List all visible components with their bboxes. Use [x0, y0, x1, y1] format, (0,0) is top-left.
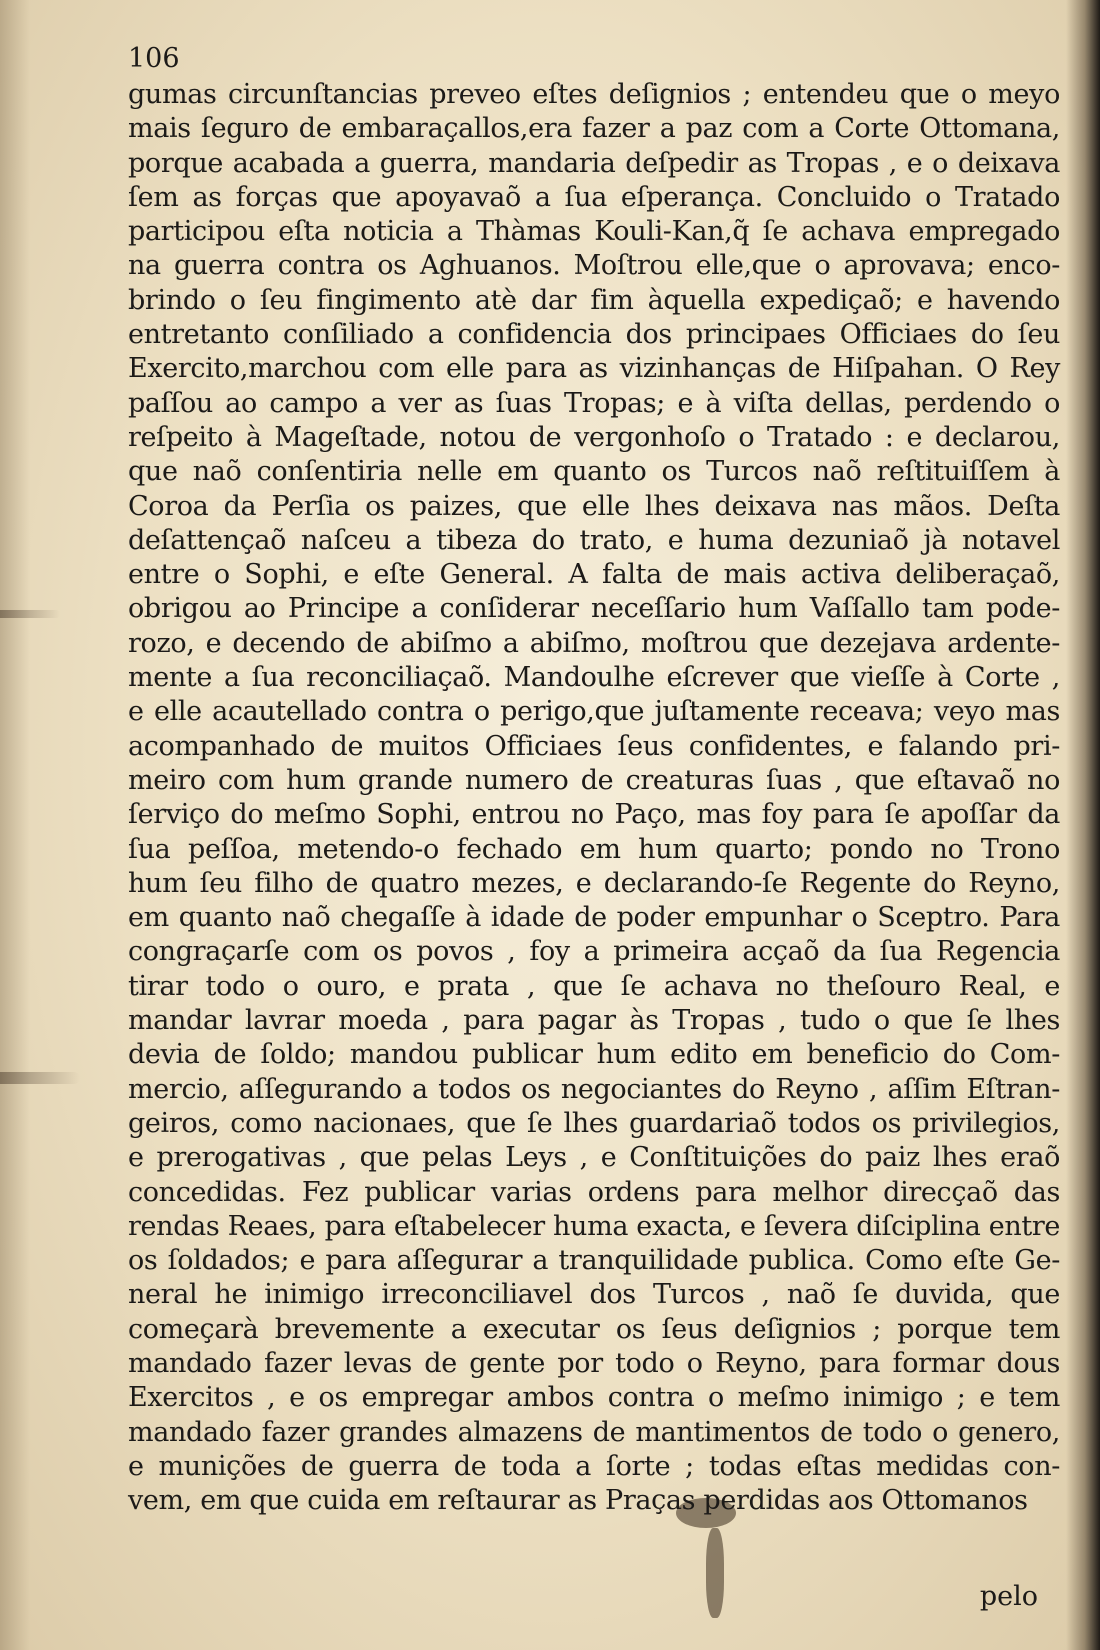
text-line: mandado fazer grandes almazens de mantimentos de todo o genero, [128, 1416, 1060, 1448]
text-line: e munições de guerra de toda a ſorte ; todas eſtas medidas con- [128, 1450, 1060, 1482]
text-line: entretanto conſiliado a confidencia dos principaes Officiaes do ſeu [128, 319, 1060, 351]
binding-gutter [1066, 0, 1100, 1650]
text-line: meiro com hum grande numero de creaturas ſuas , que eſtavaõ no [128, 764, 1060, 796]
text-line: rendas Reaes, para eſtabelecer huma exacta, e ſevera diſciplina entre [128, 1210, 1061, 1242]
text-line: começarà brevemente a executar os ſeus deſignios ; porque tem [128, 1313, 1060, 1345]
text-line: mandar lavrar moeda , para pagar às Tropas , tudo o que ſe lhes [128, 1005, 1060, 1037]
text-line: gumas circunſtancias preveo eſtes deſignios ; entendeu que o meyo [128, 79, 1060, 110]
text-line: geiros, como nacionaes, que ſe lhes guardariaõ todos os privilegios, [128, 1107, 1060, 1139]
text-line: paſſou ao campo a ver as ſuas Tropas; e à viſta dellas, perdendo o [128, 387, 1060, 419]
text-line: Exercito,marchou com elle para as vizinhanças de Hiſpahan. O Rey [128, 353, 1060, 385]
text-line: e elle acautellado contra o perigo,que juſtamente receava; veyo mas [128, 696, 1060, 728]
ink-blot-drip [706, 1528, 724, 1618]
text-line: concedidas. Fez publicar varias ordens para melhor direcçaõ das [128, 1176, 1060, 1208]
text-line: brindo o ſeu fingimento atè dar fim àquella expediçaõ; e havendo [128, 284, 1060, 316]
text-line: mais ſeguro de embaraçallos,era fazer a paz com a Corte Ottomana, [128, 113, 1060, 145]
page-crease-mark [0, 610, 60, 618]
page-number: 106 [128, 43, 180, 74]
text-line: mandado fazer levas de gente por todo o Reyno, para formar dous [128, 1347, 1060, 1379]
text-line: mercio, aſſegurando a todos os negociantes do Reyno , aſſim Eſtran- [128, 1073, 1060, 1105]
text-line: os ſoldados; e para aſſegurar a tranquilidade publica. Como eſte Ge- [128, 1245, 1060, 1277]
text-line: participou eſta noticia a Thàmas Kouli-Kan,q̃ ſe achava empregado [128, 216, 1060, 248]
text-line: Coroa da Perſia os paizes, que elle lhes deixava nas mãos. Deſta [128, 490, 1060, 522]
text-line: Exercitos , e os empregar ambos contra o meſmo inimigo ; e tem [128, 1382, 1060, 1414]
page-tear-mark [0, 1072, 80, 1084]
text-line: acompanhado de muitos Officiaes ſeus confidentes, e falando pri- [128, 730, 1060, 762]
text-line: reſpeito à Mageſtade, notou de vergonhoſo o Tratado : e declarou, [128, 421, 1060, 453]
text-line: vem, em que cuida em reſtaurar as Praças perdidas aos Ottomanos [128, 1485, 1028, 1517]
text-line: neral he inimigo irreconciliavel dos Turcos , naõ ſe duvida, que [128, 1279, 1060, 1311]
text-line: porque acabada a guerra, mandaria deſpedir as Tropas , e o deixava [128, 147, 1060, 179]
text-line: na guerra contra os Aghuanos. Moſtrou elle,que o aprovava; enco- [128, 250, 1060, 282]
text-line: deſattençaõ naſceu a tibeza do trato, e huma dezuniaõ jà notavel [128, 524, 1060, 556]
text-line: devia de ſoldo; mandou publicar hum edito em beneficio do Com- [128, 1039, 1060, 1071]
text-line: hum ſeu filho de quatro mezes, e declarando-ſe Regente do Reyno, [128, 867, 1060, 899]
text-line: e prerogativas , que pelas Leys , e Conſtituições do paiz lhes eraõ [128, 1142, 1060, 1174]
page-edge-shadow [0, 0, 30, 1650]
text-line: ſerviço do meſmo Sophi, entrou no Paço, mas foy para ſe apoſſar da [128, 799, 1060, 831]
text-line: ſem as forças que apoyavaõ a ſua eſperança. Concluido o Tratado [128, 181, 1060, 213]
text-line: congraçarſe com os povos , foy a primeira acçaõ da ſua Regencia [128, 936, 1060, 968]
text-line: ſua peſſoa, metendo-o fechado em hum quarto; pondo no Trono [128, 833, 1060, 865]
text-line: em quanto naõ chegaſſe à idade de poder empunhar o Sceptro. Para [128, 902, 1060, 934]
text-line: entre o Sophi, e eſte General. A falta de mais activa deliberaçaõ, [128, 559, 1060, 591]
text-line: obrigou ao Principe a conſiderar neceſſario hum Vaſſallo tam pode- [128, 593, 1060, 625]
text-line: que naõ conſentiria nelle em quanto os Turcos naõ reſtituiſſem à [128, 456, 1060, 488]
text-line: tirar todo o ouro, e prata , que ſe achava no theſouro Real, e [128, 970, 1060, 1002]
text-line: rozo, e decendo de abiſmo a abiſmo, moſtrou que dezejava ardente- [128, 627, 1060, 659]
body-text [128, 78, 1060, 1518]
catchword: pelo [979, 1581, 1038, 1612]
text-line: mente a ſua reconciliaçaõ. Mandoulhe eſcrever que vieſſe à Corte , [128, 662, 1060, 694]
